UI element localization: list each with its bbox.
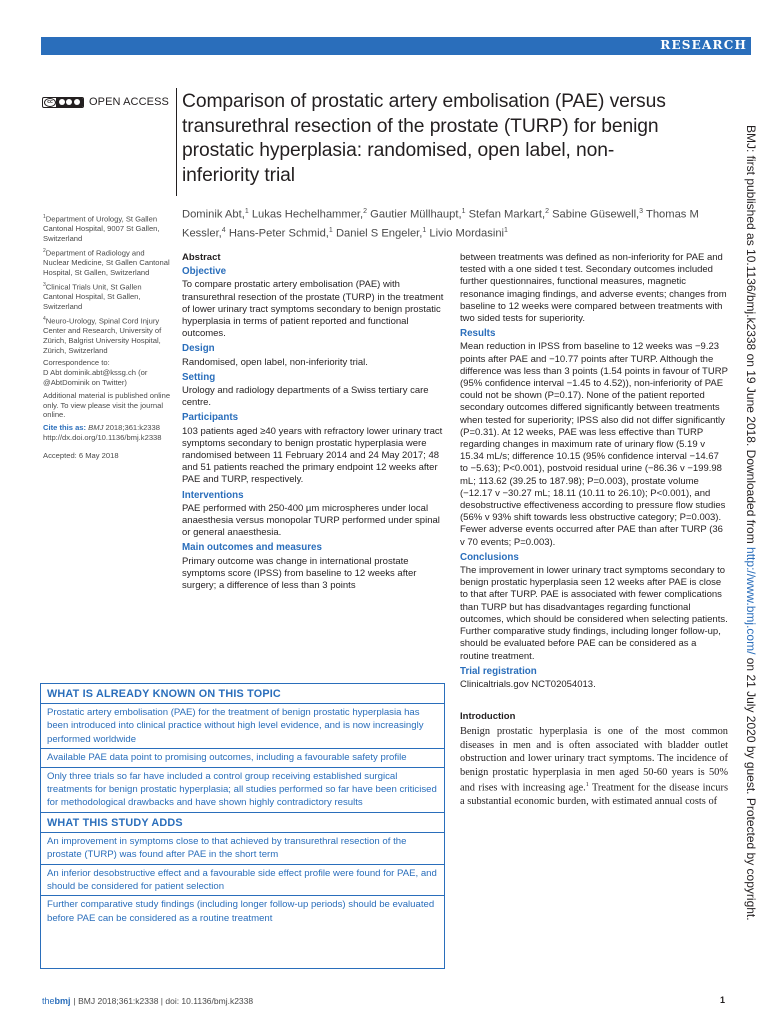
author-name: Gautier Müllhaupt, bbox=[370, 208, 462, 221]
key-point: An improvement in symptoms close to that achieved by transurethral resection of the prostate (TURP) was found after PAE in the short term bbox=[41, 832, 444, 864]
footer-citation: | BMJ 2018;361:k2338 | doi: 10.1136/bmj.k2338 bbox=[73, 996, 254, 1006]
author-affiliation-ref: 4 bbox=[221, 227, 226, 235]
key-points-box bbox=[40, 683, 445, 969]
objective-heading: Objective bbox=[182, 266, 227, 278]
affiliation-number: 4 bbox=[43, 315, 46, 322]
outcomes-text-part1: Primary outcome was change in international prostate symptoms score (IPSS) from baseline to 12 weeks after surgery; a difference of less than 3 points bbox=[182, 555, 417, 592]
outcomes-heading: Main outcomes and measures bbox=[182, 542, 322, 554]
section-header-bar bbox=[41, 37, 751, 55]
author-affiliation-ref: 3 bbox=[639, 208, 644, 215]
cc-license-icon: cc bbox=[42, 97, 84, 108]
section-label: RESEARCH bbox=[660, 38, 747, 52]
author-name: Sabine Güsewell, bbox=[552, 208, 640, 221]
abstract-heading: Abstract bbox=[182, 252, 221, 263]
author-name: Dominik Abt, bbox=[182, 208, 245, 221]
affiliation-text: Clinical Trials Unit, St Gallen Cantonal Hospital, St Gallen, Switzerland bbox=[43, 282, 142, 311]
author-affiliation-ref: 1 bbox=[504, 227, 508, 235]
author-name: Hans-Peter Schmid, bbox=[228, 227, 329, 240]
results-text: Mean reduction in IPSS from baseline to 12 weeks was −9.23 points after PAE and −10.77 points after TURP. Although the difference was less than 3 points (1.54 points in favour of TURP (95% confidence interval −1.45 to 4.52)), non-inferiority of PAE could not be shown (P=0.17). None of the patient reported secondary outcomes differed significantly between treatments when tested for superiority; IPSS also did not differ significantly (P=0.31). At 12 weeks, PAE was less effective than TURP regarding changes in maximum rate of urinary flow (5.19 v 15.34 mL/s; difference 10.15 (95% confidence interval −14.67 to −5.63); P<0.001), postvoid residual urine (−86.36 v −199.98 mL; 113.62 (39.25 to 187.98); P=0.003), prostate volume (−12.17 v −30.27 mL; 18.11 (10.11 to 26.10); P<0.001), and desobstructive effectiveness according to pressure flow studies (56% v 93% shift towards less obstructive category; P=0.003). Fewer adverse events occurred after PAE than after TURP (36 v 70 events; P=0.003). bbox=[460, 341, 728, 548]
affiliation-text: Neuro-Urology, Spinal Cord Injury Center and Research, University of Zürich, Balgrist University Hospital, Zürich, Switzerland bbox=[43, 316, 162, 355]
author-list bbox=[182, 204, 722, 242]
cite-journal: BMJ bbox=[88, 423, 104, 433]
accepted-date: Accepted: 6 May 2018 bbox=[43, 450, 119, 460]
cite-as bbox=[43, 423, 171, 443]
correspondence[interactable]: D Abt dominik.abt@kssg.ch (or @AbtDominik on Twitter) bbox=[43, 368, 148, 388]
key-point: Further comparative study findings (including longer follow-up periods) should be evaluated before PAE can be considered as a routine treatment bbox=[41, 895, 444, 927]
introduction-text-part2: Treatment for the disease incurs a substantial economic burden, with estimated annual costs of bbox=[460, 782, 728, 808]
affiliation bbox=[43, 281, 171, 312]
setting-heading: Setting bbox=[182, 371, 216, 383]
cite-ref: 2018;361:k2338 bbox=[105, 423, 160, 433]
setting-text: Urology and radiology departments of a Swiss tertiary care centre. bbox=[182, 385, 429, 409]
author-affiliation-ref: 2 bbox=[545, 208, 549, 215]
cite-label: Cite this as: bbox=[43, 423, 87, 433]
author-affiliation-ref: 1 bbox=[244, 208, 249, 215]
logo-the: the bbox=[42, 996, 55, 1006]
sidenote-suffix: on 21 July 2020 by guest. Protected by copyright. bbox=[744, 654, 758, 921]
author-name: Lukas Hechelhammer, bbox=[251, 208, 364, 221]
affiliation-text: Department of Radiology and Nuclear Medicine, St Gallen Cantonal Hospital, St Gallen, Switzerland bbox=[43, 248, 170, 278]
reference-1[interactable]: 1 bbox=[585, 782, 589, 789]
sidenote-link[interactable]: http://www.bmj.com/ bbox=[744, 547, 758, 655]
author-name: Daniel S Engeler, bbox=[335, 227, 423, 240]
additional-material: Additional material is published online only. To view please visit the journal online. bbox=[43, 390, 171, 420]
introduction-heading: Introduction bbox=[460, 711, 516, 723]
known-list bbox=[41, 703, 444, 812]
affiliations bbox=[43, 213, 171, 355]
outcomes-text-part2: between treatments was defined as non-inferiority for PAE and tested with a one sided t test. Secondary outcomes included further questionnaires, functional measures, magnetic resonance imaging findings, and adverse events; changes from baseline to 12 weeks were compared between treatments with two sided tests for superiority. bbox=[460, 252, 727, 325]
logo-bmj: bmj bbox=[54, 996, 71, 1006]
author-affiliation-ref: 1 bbox=[461, 208, 466, 215]
design-text: Randomised, open label, non-inferiority trial. bbox=[182, 356, 368, 368]
participants-heading: Participants bbox=[182, 412, 239, 424]
bmj-logo bbox=[42, 996, 71, 1006]
introduction-text-part1: Benign prostatic hyperplasia is one of the most common diseases in men and is often associated with bladder outlet obstruction and lower urinary tract symptoms. The incidence of benign prostatic hyperplasia in men aged 50-60 years is 50% and rises with increasing age. bbox=[460, 726, 728, 794]
sidebar bbox=[43, 213, 171, 461]
cite-doi-link[interactable]: http://dx.doi.org/10.1136/bmj.k2338 bbox=[43, 433, 162, 443]
key-point: Available PAE data point to promising outcomes, including a favourable safety profile bbox=[41, 748, 444, 766]
participants-text: 103 patients aged ≥40 years with refractory lower urinary tract symptoms secondary to benign prostatic hyperplasia were randomised between 11 February 2014 and 24 May 2017; 48 and 51 patients reached the primary endpoint 12 weeks after PAE and TURP, respectively. bbox=[182, 425, 443, 486]
abstract-column-2 bbox=[460, 252, 728, 809]
affiliation-number: 1 bbox=[43, 214, 46, 220]
page-number: 1 bbox=[720, 995, 726, 1005]
registration-text[interactable]: Clinicaltrials.gov NCT02054013. bbox=[460, 678, 596, 690]
footer bbox=[42, 996, 253, 1006]
results-heading: Results bbox=[460, 328, 496, 340]
conclusions-text: The improvement in lower urinary tract symptoms secondary to benign prostatic hyperplasia seen 12 weeks after PAE is close to that after TURP. PAE is associated with fewer complications than TURP but has disadvantages regarding functional outcomes, which should be considered when selecting patients. Further comparative study findings, including longer follow-up, should be evaluated before PAE can be considered as a routine treatment. bbox=[460, 565, 728, 662]
interventions-heading: Interventions bbox=[182, 489, 244, 501]
objective-text: To compare prostatic artery embolisation (PAE) with transurethral resection of the prostate (TURP) in the treatment of lower urinary tract symptoms secondary to benign prostatic hyperplasia in terms of patient reported and functional outcomes. bbox=[182, 279, 444, 340]
author-name: Livio Mordasini bbox=[429, 227, 505, 240]
correspondence-label: Correspondence to: bbox=[43, 358, 110, 368]
interventions-text: PAE performed with 250-400 µm microspheres under local anaesthesia versus monopolar TURP performed under spinal or general anaesthesia. bbox=[182, 502, 440, 539]
registration-heading: Trial registration bbox=[460, 665, 537, 677]
title-rule bbox=[176, 88, 177, 196]
author-affiliation-ref: 1 bbox=[422, 227, 427, 235]
affiliation bbox=[43, 247, 171, 278]
design-heading: Design bbox=[182, 343, 215, 355]
affiliation bbox=[43, 213, 171, 244]
adds-heading: WHAT THIS STUDY ADDS bbox=[41, 812, 444, 832]
adds-list bbox=[41, 832, 444, 927]
affiliation-number: 2 bbox=[43, 247, 46, 254]
abstract-column-1 bbox=[182, 252, 444, 593]
article-title: Comparison of prostatic artery embolisation (PAE) versus transurethral resection of the prostate (TURP) for benign prostatic hyperplasia: randomised, open label, non-inferiority trial bbox=[182, 91, 666, 186]
author-affiliation-ref: 1 bbox=[328, 227, 333, 235]
open-access-label: OPEN ACCESS bbox=[89, 96, 169, 108]
download-sidenote bbox=[744, 125, 758, 921]
conclusions-heading: Conclusions bbox=[460, 551, 519, 563]
sidenote-prefix: BMJ: first published as 10.1136/bmj.k2338 on 19 June 2018. Downloaded from bbox=[744, 125, 758, 548]
key-point: Only three trials so far have included a control group receiving established surgical treatments for benign prostatic hyperplasia; all studies performed so far have been criticised for methodological drawbacks and have shown highly contradictory results bbox=[41, 767, 444, 812]
author-name: Stefan Markart, bbox=[468, 208, 546, 221]
affiliation-number: 3 bbox=[43, 281, 46, 288]
key-point: An inferior desobstructive effect and a favourable side effect profile were found for PAE, and should be considered for patient selection bbox=[41, 864, 444, 896]
key-point: Prostatic artery embolisation (PAE) for the treatment of benign prostatic hyperplasia has been introduced into clinical practice without high level evidence, and is now increasingly performed worldwide bbox=[41, 703, 444, 748]
affiliation-text: Department of Urology, St Gallen Cantonal Hospital, 9007 St Gallen, Switzerland bbox=[43, 214, 160, 244]
author-affiliation-ref: 2 bbox=[363, 208, 368, 215]
author-name: Thomas M Kessler, bbox=[182, 208, 699, 240]
introduction-text bbox=[460, 725, 728, 808]
known-heading: WHAT IS ALREADY KNOWN ON THIS TOPIC bbox=[47, 688, 281, 700]
open-access bbox=[42, 96, 169, 108]
affiliation bbox=[43, 315, 171, 356]
